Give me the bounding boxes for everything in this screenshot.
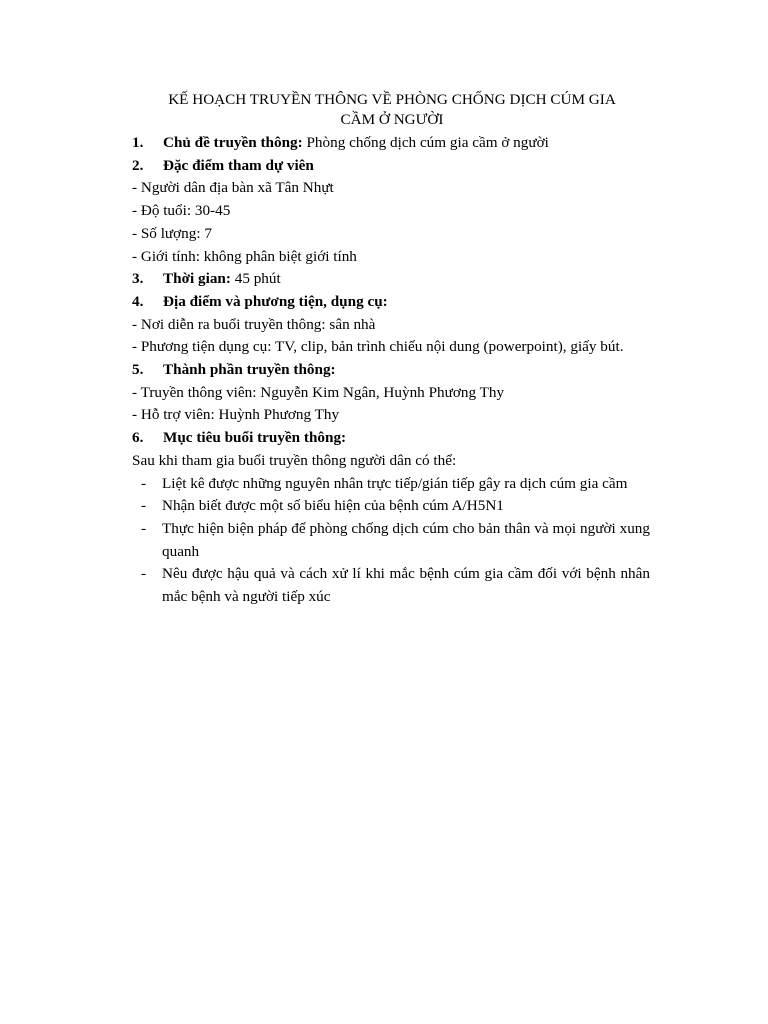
section-4-item: - Phương tiện dụng cụ: TV, clip, bản trình chiếu nội dung (powerpoint), giấy bút. (132, 338, 624, 356)
document-body (132, 90, 652, 609)
section-1-number: 1. (132, 134, 144, 151)
section-3-number: 3. (132, 270, 144, 288)
section-1 (132, 132, 652, 155)
section-3-label: Thời gian: (163, 270, 231, 288)
title-line-2: CẦM Ở NGƯỜI (340, 111, 444, 128)
list-item-text: Nhận biết được một số biểu hiện của bệnh cúm A/H5N1 (162, 497, 504, 515)
section-3-text: 45 phút (230, 270, 281, 288)
list-item (132, 563, 650, 608)
list-item (132, 495, 650, 518)
section-2 (132, 155, 652, 178)
section-6-intro: Sau khi tham gia buổi truyền thông người dân có thể: (132, 451, 457, 469)
list-item-text: Thực hiện biện pháp để phòng chống dịch cúm cho bản thân và mọi người xung quanh (162, 519, 650, 560)
section-5-number: 5. (132, 361, 144, 379)
section-2-item: - Giới tính: không phân biệt giới tính (132, 247, 357, 265)
section-4-label: Địa điểm và phương tiện, dụng cụ: (163, 292, 388, 310)
section-1-text: Phòng chống dịch cúm gia cầm ở người (302, 134, 549, 151)
bullet-dash: - (141, 519, 147, 537)
section-6-label: Mục tiêu buổi truyền thông: (163, 429, 347, 447)
section-6 (132, 427, 652, 450)
section-4 (132, 291, 652, 314)
section-6-number: 6. (132, 429, 144, 447)
section-2-item: - Độ tuổi: 30-45 (132, 202, 231, 220)
list-item-text: Nêu được hậu quả và cách xử lí khi mắc bệnh cúm gia cầm đối với bệnh nhân mắc bệnh và người tiếp xúc (162, 565, 650, 606)
section-4-item: - Nơi diễn ra buổi truyền thông: sân nhà (132, 315, 376, 333)
title-line-1: KẾ HOẠCH TRUYỀN THÔNG VỀ PHÒNG CHỐNG DỊCH CÚM GIA (168, 91, 616, 108)
section-1-label: Chủ đề truyền thông: (163, 134, 303, 151)
section-5 (132, 359, 652, 382)
section-4-number: 4. (132, 292, 144, 310)
list-item (132, 473, 650, 496)
section-2-label: Đặc điểm tham dự viên (163, 156, 314, 174)
bullet-dash: - (141, 565, 147, 583)
document-title (132, 90, 652, 130)
section-2-number: 2. (132, 156, 144, 174)
list-item-text: Liệt kê được những nguyên nhân trực tiếp/gián tiếp gây ra dịch cúm gia cầm (162, 474, 628, 492)
section-2-item: - Số lượng: 7 (132, 224, 212, 242)
list-item (132, 518, 650, 563)
bullet-dash: - (141, 474, 147, 492)
section-3 (132, 268, 652, 291)
section-2-item: - Người dân địa bàn xã Tân Nhựt (132, 179, 334, 197)
section-5-item: - Truyền thông viên: Nguyễn Kim Ngân, Huỳnh Phương Thy (132, 383, 505, 401)
bullet-dash: - (141, 497, 147, 515)
section-5-label: Thành phần truyền thông: (163, 361, 336, 379)
section-5-item: - Hỗ trợ viên: Huỳnh Phương Thy (132, 406, 340, 424)
